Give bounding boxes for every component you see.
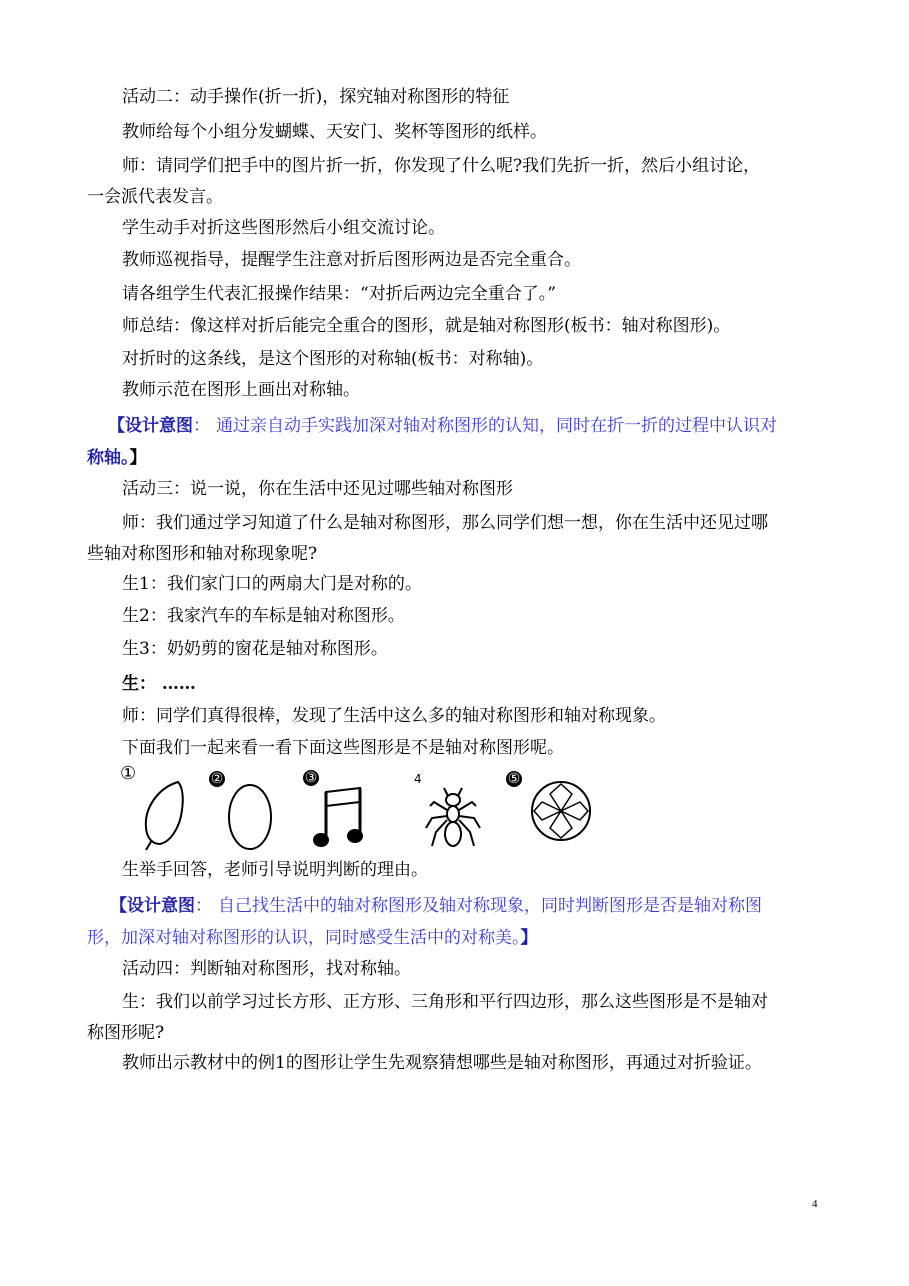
bracket-open: 【: [110, 896, 127, 916]
paragraph: 生： ……: [122, 674, 196, 694]
paragraph: 师：请同学们把手中的图片折一折，你发现了什么呢?我们先折一折，然后小组讨论，: [122, 156, 761, 176]
paragraph: 教师巡视指导，提醒学生注意对折后图形两边是否完全重合。: [122, 250, 581, 270]
design-intent-label: 设计意图: [125, 416, 193, 436]
activity-two-heading: 活动二：动手操作(折一折)，探究轴对称图形的特征: [122, 87, 510, 107]
design-intent-text: 称轴。: [87, 448, 130, 468]
flower-pattern-icon: [530, 780, 592, 842]
paragraph: 生2：我家汽车的车标是轴对称图形。: [122, 606, 405, 626]
paragraph: 教师出示教材中的例1的图形让学生先观察猜想哪些是轴对称图形，再通过对折验证。: [122, 1053, 762, 1073]
colon: ：: [193, 416, 210, 436]
paragraph: 生：我们以前学习过长方形、正方形、三角形和平行四边形，那么这些图形是不是轴对: [122, 992, 768, 1012]
activity-four-heading: 活动四：判断轴对称图形，找对称轴。: [122, 959, 411, 979]
paragraph: 一会派代表发言。: [87, 187, 223, 207]
design-intent-text: 自己找生活中的轴对称图形及轴对称现象，同时判断图形是否是轴对称图: [218, 896, 762, 916]
paragraph: 请各组学生代表汇报操作结果：“对折后两边完全重合了。”: [122, 284, 556, 304]
figure-label: ⑤: [507, 771, 521, 787]
figure-label: ①: [120, 763, 137, 784]
design-intent-block-1-cont: [87, 447, 847, 469]
paragraph: 对折时的这条线，是这个图形的对称轴(板书：对称轴)。: [122, 349, 544, 369]
paragraph: 生3：奶奶剪的窗花是轴对称图形。: [122, 639, 388, 659]
ant-icon: [422, 784, 484, 850]
paragraph: 生举手回答，老师引导说明判断的理由。: [122, 860, 428, 880]
colon: ：: [195, 896, 212, 916]
figure-label: ②: [210, 771, 224, 787]
figure-label: ③: [304, 770, 318, 786]
paragraph: 师：我们通过学习知道了什么是轴对称图形，那么同学们想一想，你在生活中还见过哪: [122, 513, 768, 533]
design-intent-label: 设计意图: [127, 896, 195, 916]
figure-label: 4: [414, 772, 422, 786]
paragraph: 些轴对称图形和轴对称现象呢?: [87, 544, 318, 564]
bracket-close: 】: [129, 448, 147, 468]
bracket-close: 】: [520, 928, 538, 948]
paragraph: 称图形呢?: [87, 1023, 165, 1043]
paragraph: 学生动手对折这些图形然后小组交流讨论。: [122, 218, 445, 238]
page-number: 4: [812, 1198, 818, 1210]
paragraph: 教师示范在图形上画出对称轴。: [122, 380, 360, 400]
music-note-icon: [312, 784, 374, 852]
oval-icon: [226, 782, 274, 852]
paragraph: 下面我们一起来看一看下面这些图形是不是轴对称图形呢。: [122, 738, 564, 758]
paragraph: 生1：我们家门口的两扇大门是对称的。: [122, 574, 422, 594]
bracket-open: 【: [108, 416, 125, 436]
design-intent-block-2-cont: [87, 927, 847, 949]
design-intent-block-2: [110, 895, 870, 917]
design-intent-text: 形，加深对轴对称图形的认识，同时感受生活中的对称美。: [87, 928, 521, 948]
paragraph: 师总结：像这样对折后能完全重合的图形，就是轴对称图形(板书：轴对称图形)。: [122, 316, 731, 336]
paragraph: 教师给每个小组分发蝴蝶、天安门、奖杯等图形的纸样。: [122, 122, 547, 142]
activity-three-heading: 活动三：说一说，你在生活中还见过哪些轴对称图形: [122, 479, 513, 499]
paragraph: 师：同学们真得很棒，发现了生活中这么多的轴对称图形和轴对称现象。: [122, 706, 666, 726]
design-intent-text: 通过亲自动手实践加深对轴对称图形的认知，同时在折一折的过程中认识对: [216, 416, 777, 436]
design-intent-block-1: [108, 415, 868, 437]
leaf-icon: [138, 778, 188, 852]
